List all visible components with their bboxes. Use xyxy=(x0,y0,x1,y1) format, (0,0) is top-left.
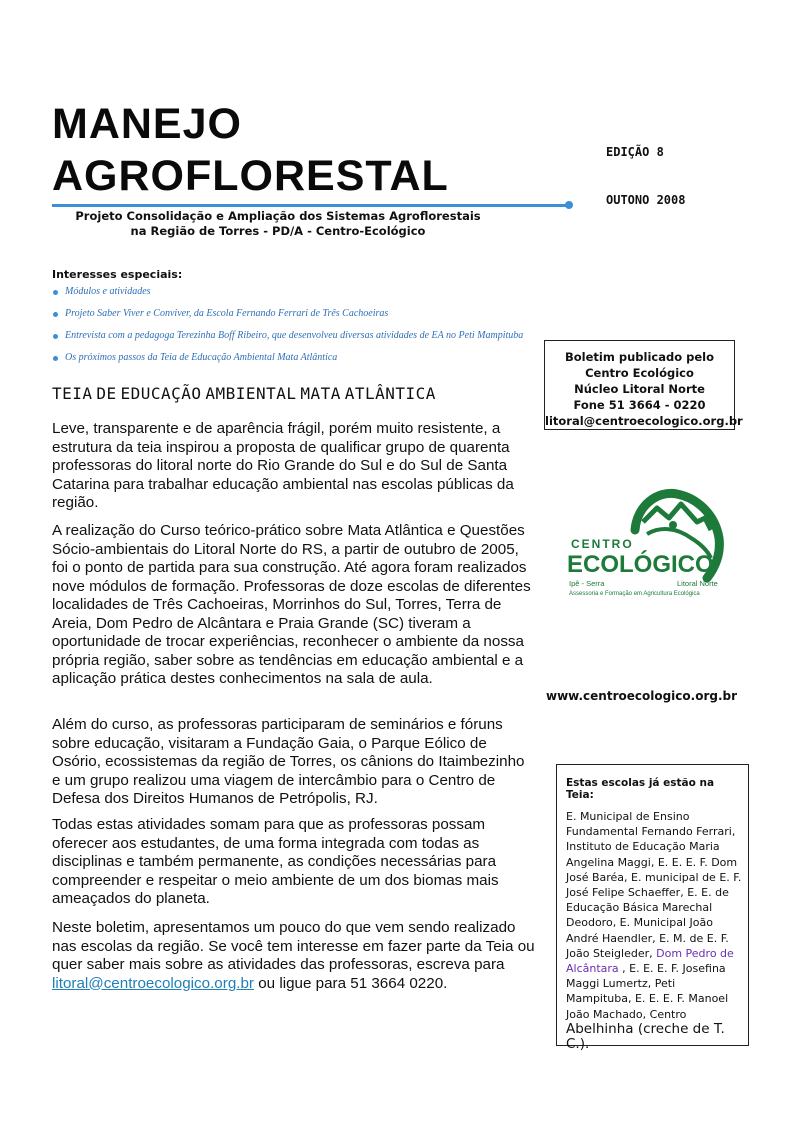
interest-item xyxy=(52,308,523,330)
paragraph-text-end: ou ligue para 51 3664 0220. xyxy=(253,974,448,992)
masthead-title-line2: AGROFLORESTAL xyxy=(52,152,449,200)
interest-item xyxy=(52,330,523,352)
article-paragraph-4 xyxy=(52,816,536,909)
contact-email-link[interactable]: litoral@centroecologico.org.br xyxy=(52,974,254,992)
interest-item-text: Entrevista com a pedagoga Terezinha Boff Ribeiro, que desenvolveu diversas atividades de EA no Peti Mampituba xyxy=(65,330,524,341)
title-rule-dot xyxy=(565,201,573,209)
interest-item-text: Os próximos passos da Teia de Educação Ambiental Mata Atlântica xyxy=(65,352,338,363)
schools-text-b: , E. E. E. F. Josefina Maggi Lumertz, Peti Mampituba, E. E. E. F. Manoel João Machado, Centro xyxy=(566,962,729,1021)
subtitle-line1: Projeto Consolidação e Ampliação dos Sistemas Agroflorestais xyxy=(75,209,481,223)
logo-sun xyxy=(669,521,677,529)
infobox-line: Núcleo Litoral Norte xyxy=(574,382,705,396)
bullet-icon xyxy=(53,334,58,339)
season-label: OUTONO 2008 xyxy=(606,193,686,207)
article-heading xyxy=(52,384,436,403)
masthead-title-line1: MANEJO xyxy=(52,100,242,148)
article-paragraph-2 xyxy=(52,522,536,689)
heading-word: AMBIENTAL xyxy=(205,384,297,403)
paragraph-text: Leve, transparente e de aparência frágil, porém muito resistente, a estrutura da teia inspirou a proposta de qualificar grupo de quarenta professoras do litoral norte do Rio Grande do Sul e do Sul de Santa Catarina para trabalhar educação ambiental nas escolas públicas da região. xyxy=(52,420,514,511)
article-paragraph-3 xyxy=(52,716,536,809)
interest-item xyxy=(52,352,523,374)
logo-tagline: Assessoria e Formação em Agricultura Ecológica xyxy=(569,591,700,597)
paragraph-text-start: Neste boletim, apresentamos um pouco do que vem sendo realizado nas escolas da região. Se você tem interesse em fazer parte da Teia ou quer saber mais sobre as atividades das professoras, escreva para xyxy=(52,919,535,973)
website-label: www.centroecologico.org.br xyxy=(546,689,738,703)
interest-item-text: Projeto Saber Viver e Conviver, da Escola Fernando Ferrari de Três Cachoeiras xyxy=(65,308,389,319)
publisher-infobox xyxy=(544,340,743,430)
heading-word: EDUCAÇÃO xyxy=(120,384,202,403)
paragraph-text: A realização do Curso teórico-prático sobre Mata Atlântica e Questões Sócio-ambientais do Litoral Norte do RS, a partir de outubro de 2005, foi o ponto de partida para sua construção. Até agora foram realizados nove módulos de formação. Professoras de doze escolas de diferentes localidades de Três Cachoeiras, Morrinhos do Sul, Torres, Terra de Areia, Dom Pedro de Alcântara e Praia Grande (SC) tiveram a oportunidade de trocar experiências, reconhecer o ambiente da nossa própria região, saber sobre as tendências em educação ambiental e a aplicação prática destes conhecimentos na sala de aula. xyxy=(52,522,531,687)
schools-box xyxy=(556,764,749,1053)
logo-right-tag: Litoral Norte xyxy=(677,579,718,588)
masthead-title xyxy=(52,98,449,202)
infobox-line: Centro Ecológico xyxy=(585,366,694,380)
infobox-phone: Fone 51 3664 - 0220 xyxy=(573,398,706,412)
bullet-icon xyxy=(53,290,58,295)
schools-text-end: Abelhinha (creche de T. C.). xyxy=(566,1020,725,1053)
paragraph-text xyxy=(52,919,536,993)
centro-ecologico-logo xyxy=(565,478,730,608)
schools-heading: Estas escolas já estão na Teia: xyxy=(566,777,715,801)
paragraph-text: Além do curso, as professoras participaram de seminários e fóruns sobre educação, visitaram a Fundação Gaia, o Parque Eólico de Osório, ecossistemas da região de Torres, os cânions do Itaimbezinho e um grupo realizou uma viagem de intercâmbio para o Centro de Defesa dos Direitos Humanos de Petrópolis, RJ. xyxy=(52,716,525,807)
heading-word: TEIA xyxy=(52,384,93,403)
subtitle-line2: na Região de Torres - PD/A - Centro-Ecológico xyxy=(130,224,426,238)
heading-word: ATLÂNTICA xyxy=(344,384,436,403)
project-subtitle xyxy=(60,209,496,239)
interests-list xyxy=(52,286,523,374)
article-paragraph-5 xyxy=(52,919,536,993)
bullet-icon xyxy=(53,312,58,317)
schools-text-a: E. Municipal de Ensino Fundamental Fernando Ferrari, Instituto de Educação Maria Angelina Maggi, E. E. E. F. Dom José Baréa, E. municipal de E. F. José Felipe Schaeffer, E. E. de Educação Básica Marechal Deodoro, E. Municipal João André Haendler, E. M. de E. F. João Steigleder, xyxy=(566,810,742,960)
article-paragraph-1 xyxy=(52,420,536,513)
edition-label: EDIÇÃO 8 xyxy=(606,145,664,159)
logo-word-ecologico: ECOLÓGICO xyxy=(567,551,714,578)
interest-item-text: Módulos e atividades xyxy=(65,286,151,297)
logo-word-centro: CENTRO xyxy=(571,537,634,551)
heading-word: MATA xyxy=(300,384,341,403)
infobox-line: Boletim publicado pelo xyxy=(565,350,714,364)
interests-heading: Interesses especiais: xyxy=(52,268,183,281)
logo-left-tag: Ipê - Serra xyxy=(569,579,605,588)
bullet-icon xyxy=(53,356,58,361)
interest-item xyxy=(52,286,523,308)
paragraph-text: Todas estas atividades somam para que as professoras possam oferecer aos estudantes, de uma forma integrada com todas as disciplinas e também permanente, as condições necessárias para compreender e respeitar o meio ambiente de um dos biomas mais ameaçados do planeta. xyxy=(52,816,499,907)
schools-text-highlight: Dom Pedro de Alcântara xyxy=(566,946,734,976)
heading-word: DE xyxy=(96,384,117,403)
title-rule xyxy=(52,204,569,207)
schools-list-text xyxy=(566,809,742,1052)
infobox-email: litoral@centroecologico.org.br xyxy=(545,414,743,428)
